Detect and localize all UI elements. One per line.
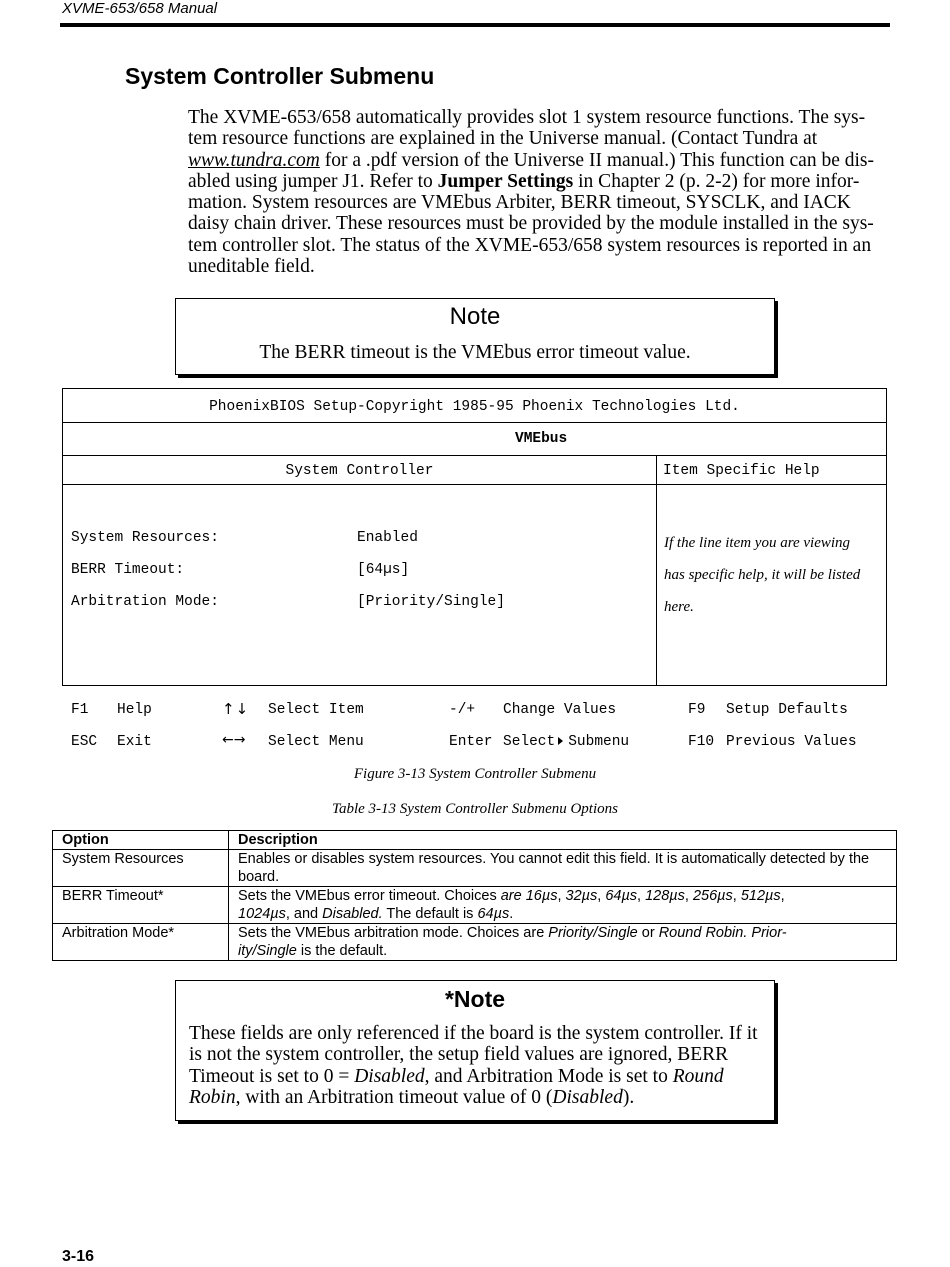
header-rule <box>60 23 890 27</box>
intro-line: The XVME-653/658 automatically provides slot 1 system resource functions. The sys- <box>188 107 866 128</box>
note-emph: Robin <box>189 1086 236 1108</box>
desc-choice: 64µs <box>605 888 638 904</box>
key-f10: F10 <box>688 734 715 750</box>
key-desc: Help <box>117 702 152 718</box>
help-line: here. <box>664 599 694 615</box>
bios-menu-bar <box>63 422 886 456</box>
key-desc-part: Submenu <box>568 734 630 750</box>
intro-line <box>188 149 874 171</box>
table-caption: Table 3-13 System Controller Submenu Options <box>332 801 618 817</box>
key-f1: F1 <box>71 702 89 718</box>
desc-choice: Disabled. <box>322 906 383 922</box>
key-enter: Enter <box>449 734 493 750</box>
figure-caption: Figure 3-13 System Controller Submenu <box>353 766 597 782</box>
note-line <box>189 1066 769 1087</box>
desc-default: ity/Single <box>238 943 297 959</box>
note-line: is not the system controller, the setup field values are ignored, BERR <box>189 1044 729 1066</box>
up-down-arrows-icon: ↑↓ <box>222 700 250 718</box>
note-line: These fields are only referenced if the board is the system controller. If it <box>189 1023 758 1044</box>
note-text: , with an Arbitration timeout value of 0 ( <box>235 1086 553 1108</box>
note-text: ). <box>622 1086 635 1108</box>
menu-vmebus[interactable]: VMEbus <box>515 431 568 447</box>
help-line: has specific help, it will be listed <box>664 567 861 583</box>
desc-choice: 1024µs <box>238 906 286 922</box>
arbitration-mode-field[interactable]: [Priority/Single] <box>357 594 505 610</box>
tundra-link[interactable]: www.tundra.com <box>188 149 320 171</box>
desc-text: The default is <box>382 906 478 922</box>
intro-line: mation. System resources are VMEbus Arbiter, BERR timeout, SYSCLK, and IACK <box>188 192 851 214</box>
desc-text: . <box>509 906 514 922</box>
option-name: BERR Timeout* <box>53 887 229 924</box>
desc-choice: 256µs <box>692 888 733 904</box>
desc-default: 64µs <box>477 906 510 922</box>
bios-copyright: PhoenixBIOS Setup-Copyright 1985-95 Phoenix Technologies Ltd. <box>63 389 886 423</box>
key-desc: Previous Values <box>726 734 857 750</box>
note-emph: Disabled <box>354 1065 425 1087</box>
note-emph: Disabled <box>552 1086 623 1108</box>
item-help-text <box>664 527 884 623</box>
intro-line: tem controller slot. The status of the XVME-653/658 system resources is reported in an <box>188 234 872 256</box>
option-description <box>229 924 897 961</box>
intro-paragraph <box>188 107 874 278</box>
key-desc: Select Item <box>268 702 364 718</box>
note-emph: Round <box>672 1065 724 1087</box>
key-esc: ESC <box>71 734 98 750</box>
note-line <box>189 1087 769 1108</box>
note-box <box>175 298 775 375</box>
setting-label: BERR Timeout: <box>71 562 185 578</box>
desc-choice: 128µs <box>645 888 685 904</box>
note-title: *Note <box>444 986 506 1012</box>
setting-label: Arbitration Mode: <box>71 594 219 610</box>
section-title: System Controller Submenu <box>125 63 435 89</box>
desc-text: , and <box>285 906 323 922</box>
key-desc: Setup Defaults <box>726 702 848 718</box>
key-desc: Exit <box>117 734 152 750</box>
desc-choice: 32µs <box>565 888 598 904</box>
bios-screen <box>62 388 887 686</box>
jumper-settings-ref: Jumper Settings <box>437 170 574 192</box>
footnote-box <box>175 980 775 1121</box>
desc-choice: Priority/Single <box>548 925 638 941</box>
option-name: Arbitration Mode* <box>53 924 229 961</box>
key-desc: Change Values <box>503 702 617 718</box>
options-table <box>52 830 897 961</box>
intro-text: for a .pdf version of the Universe II manual.) This function can be dis- <box>319 149 874 171</box>
intro-line: daisy chain driver. These resources must be provided by the module installed in the sys- <box>188 213 874 235</box>
desc-text: is the default. <box>296 943 388 959</box>
key-desc <box>503 734 629 750</box>
table-row <box>53 850 897 887</box>
table-row <box>53 887 897 924</box>
submenu-arrow-icon <box>558 737 563 745</box>
bios-panel-header <box>63 455 886 485</box>
header-option: Option <box>53 831 229 850</box>
key-plus-minus: -/+ <box>449 702 476 718</box>
key-desc-part: Select <box>503 734 556 750</box>
help-line: If the line item you are viewing <box>664 535 851 551</box>
intro-line: uneditable field. <box>188 256 315 278</box>
intro-line <box>188 171 868 192</box>
note-body <box>189 1023 769 1108</box>
setting-label: System Resources: <box>71 530 219 546</box>
manual-title: XVME-653/658 Manual <box>62 0 218 17</box>
intro-line: tem resource functions are explained in the Universe manual. (Contact Tundra at <box>188 128 818 150</box>
help-title: Item Specific Help <box>663 463 820 479</box>
header-description: Description <box>229 831 897 850</box>
panel-divider <box>656 455 657 686</box>
left-right-arrows-icon: ←→ <box>222 732 246 748</box>
option-description: Sets the VMEbus error timeout. Choices are 16µs, 32µs, 64µs, 128µs, 256µs, 512µs, 1024µs, and Disabled. The default is 64µs. <box>229 887 897 924</box>
note-title: Note <box>449 303 501 330</box>
page-number: 3-16 <box>62 1248 95 1265</box>
panel-title: System Controller <box>285 463 434 479</box>
desc-choice: 512µs <box>740 888 781 904</box>
system-resources-value: Enabled <box>357 530 418 546</box>
table-header-row <box>53 831 897 850</box>
desc-choice: Round Robin. Prior- <box>658 925 787 941</box>
intro-text: in Chapter 2 (p. 2-2) for more infor- <box>573 170 860 192</box>
option-description: Enables or disables system resources. You cannot edit this field. It is automatically detected by the board. <box>229 850 897 887</box>
table-row <box>53 924 897 961</box>
key-f9: F9 <box>688 702 706 718</box>
desc-text: Sets the VMEbus arbitration mode. Choices are <box>238 925 549 941</box>
berr-timeout-field[interactable]: [64µs] <box>357 562 410 578</box>
key-desc: Select Menu <box>268 734 364 750</box>
desc-text: or <box>637 925 659 941</box>
desc-text: Sets the VMEbus error timeout. Choices <box>238 888 501 904</box>
note-text: Timeout is set to 0 = <box>189 1065 355 1087</box>
note-text: , and Arbitration Mode is set to <box>424 1065 673 1087</box>
intro-text: abled using jumper J1. Refer to <box>188 170 438 192</box>
option-name: System Resources <box>53 850 229 887</box>
desc-choice: are 16µs <box>500 888 558 904</box>
note-body: The BERR timeout is the VMEbus error timeout value. <box>259 342 691 363</box>
